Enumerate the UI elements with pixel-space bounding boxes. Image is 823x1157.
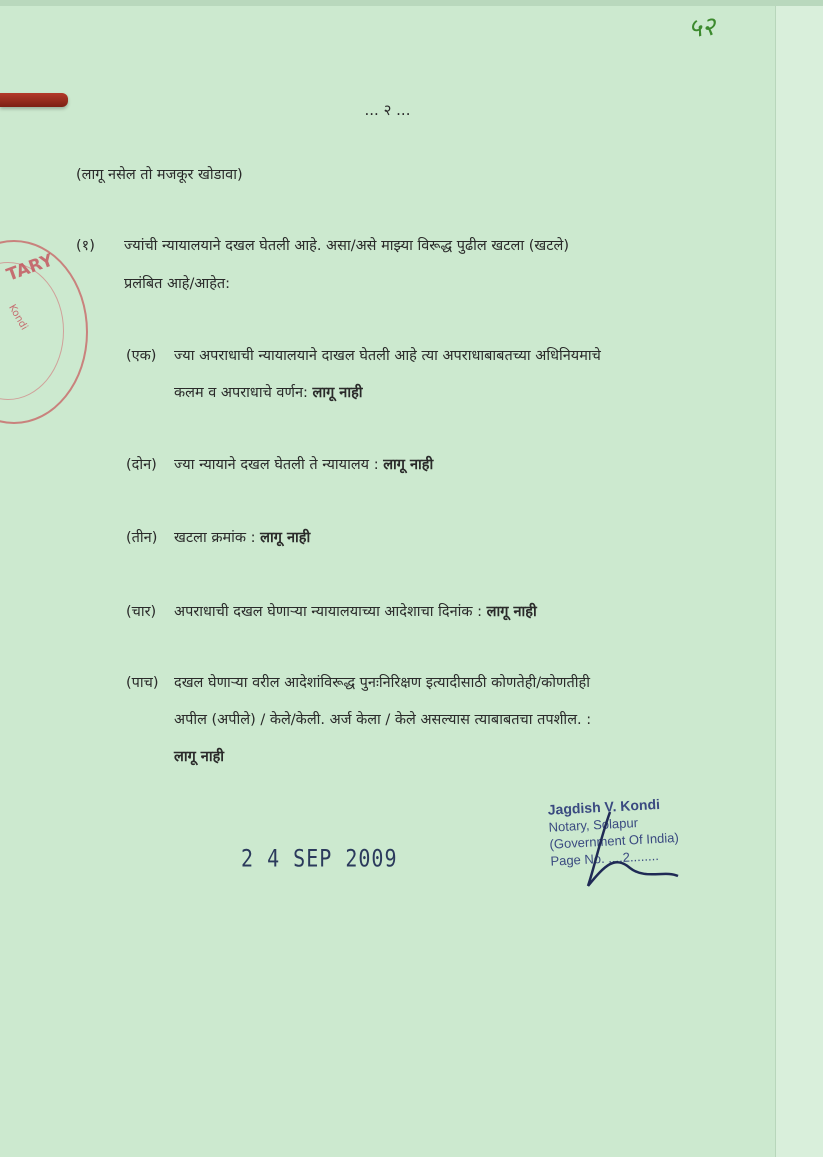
notary-government: (Government Of India) xyxy=(549,829,680,852)
subitem-line-wrap xyxy=(174,455,433,475)
page-edge xyxy=(775,0,823,1157)
subitem-label: (पाच) xyxy=(126,675,159,691)
subitem-answer: लागू नाही xyxy=(312,385,363,401)
top-edge xyxy=(0,0,823,6)
subitem-line1: ज्या न्यायाने दखल घेतली ते न्यायालय : xyxy=(174,457,384,473)
subitem-label: (तीन) xyxy=(126,530,158,546)
subitem-answer: लागू नाही xyxy=(486,604,537,620)
subitem-label: (चार) xyxy=(126,604,157,620)
subitem-label: (एक) xyxy=(126,348,157,364)
page-number: ... २ ... xyxy=(364,101,411,119)
subitem-line2: कलम व अपराधाचे वर्णन: xyxy=(174,385,313,401)
subitem-line-wrap xyxy=(174,602,537,622)
item-1-number: (१) xyxy=(76,238,95,254)
subitem-answer: लागू नाही xyxy=(174,749,225,765)
handwritten-number: ५२ xyxy=(686,11,717,45)
subitem-line1: ज्या अपराधाची न्यायालयाने दाखल घेतली आहे त्या अपराधाबाबतच्या अधिनियमाचे xyxy=(174,348,601,364)
subitem-line1: अपराधाची दखल घेणाऱ्या न्यायालयाच्या आदेशाचा दिनांक : xyxy=(174,604,487,620)
notary-page-no: Page No. ....2........ xyxy=(550,848,660,869)
seal-name: Kondi xyxy=(6,302,30,333)
notary-name: Jagdish V. Kondi xyxy=(547,795,661,818)
date-stamp: 2 4 SEP 2009 xyxy=(241,843,398,873)
notary-location: Notary, Solapur xyxy=(548,815,639,835)
seal-text: TARY xyxy=(4,250,56,286)
subitem-line1: दखल घेणाऱ्या वरील आदेशांविरूद्ध पुनःनिरिक्षण इत्यादीसाठी कोणतेही/कोणतीही xyxy=(174,675,590,691)
subitem-answer: लागू नाही xyxy=(260,530,311,546)
subitem-label: (दोन) xyxy=(126,457,157,473)
subitem-line1: खटला क्रमांक : xyxy=(174,530,261,546)
instruction-text: (लागू नसेल तो मजकूर खोडावा) xyxy=(76,167,243,183)
subitem-line-wrap xyxy=(174,528,310,548)
item-1-line1: ज्यांची न्यायालयाने दखल घेतली आहे. असा/असे माझ्या विरूद्ध पुढील खटला (खटले) xyxy=(124,238,570,254)
subitem-answer: लागू नाही xyxy=(383,457,434,473)
item-1-line2: प्रलंबित आहे/आहेत: xyxy=(124,276,231,292)
subitem-line2-wrap xyxy=(174,383,363,403)
signature xyxy=(570,810,680,890)
subitem-line2: अपील (अपीले) / केले/केली. अर्ज केला / केले असल्यास त्याबाबतचा तपशील. : xyxy=(174,712,592,728)
